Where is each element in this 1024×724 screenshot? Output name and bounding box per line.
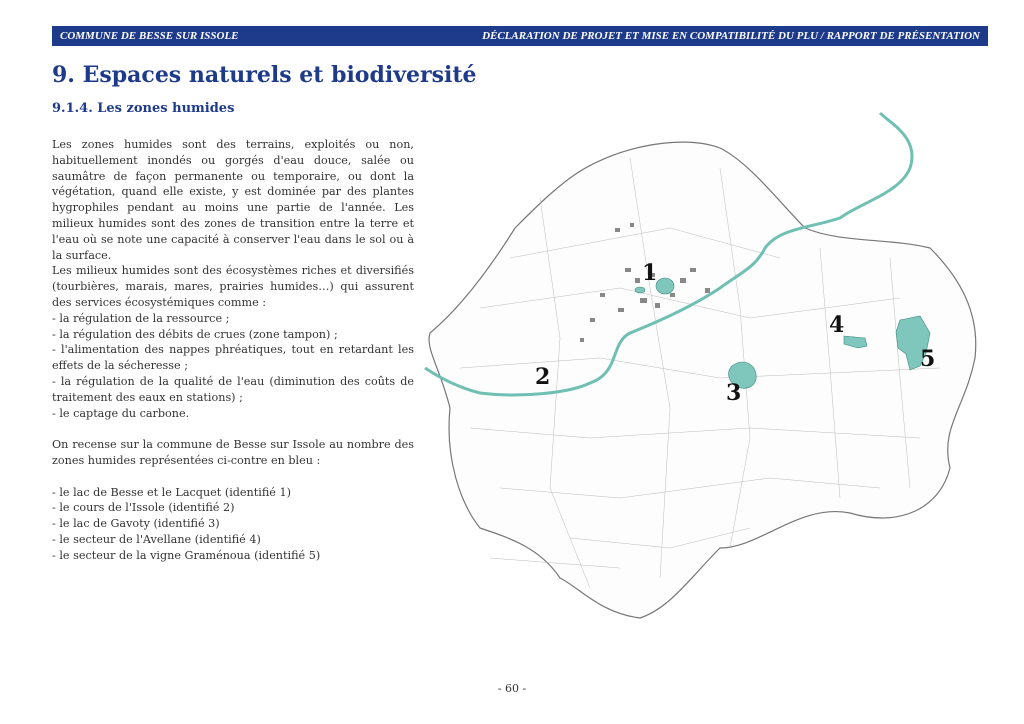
service-item: - la régulation de la ressource ; <box>52 311 230 325</box>
service-item: - la régulation des débits de crues (zone tampon) ; <box>52 327 338 341</box>
map-label-3: 3 <box>726 380 742 406</box>
service-item: - l'alimentation des nappes phréatiques, tout en retardant les effets de la sécheresse ; <box>52 343 414 373</box>
zone-item: - le cours de l'Issole (identifié 2) <box>52 501 235 515</box>
header-right: DÉCLARATION DE PROJET ET MISE EN COMPATIBILITÉ DU PLU / RAPPORT DE PRÉSENTATION <box>482 30 980 42</box>
service-item: - le captage du carbone. <box>52 406 190 420</box>
zone-item: - le lac de Besse et le Lacquet (identifié 1) <box>52 485 291 499</box>
map-label-2: 2 <box>535 364 551 390</box>
wetlands-map <box>420 108 980 628</box>
zone-item: - le lac de Gavoty (identifié 3) <box>52 517 220 531</box>
wetland-1 <box>656 278 674 294</box>
zone-item: - le secteur de la vigne Graménoua (identifié 5) <box>52 548 321 562</box>
service-item: - la régulation de la qualité de l'eau (diminution des coûts de traitement des eaux en stations) ; <box>52 374 414 404</box>
census-intro: On recense sur la commune de Besse sur Issole au nombre des zones humides représentées ci-contre en bleu : <box>52 438 414 467</box>
map-svg <box>420 108 980 628</box>
map-label-4: 4 <box>829 312 845 338</box>
intro-paragraph: Les zones humides sont des terrains, exploités ou non, habituellement inondés ou gorgés d'eau douce, salée ou saumâtre de façon permanente ou temporaire, ou dont la végétation, quand elle existe, y est dominée par des plantes hygrophiles pendant au moins une partie de l'année. Les milieux humides sont des zones de transition entre la terre et l'eau où se note une capacité à conserver l'eau dans le sol ou à la surface. <box>52 138 414 262</box>
map-label-5: 5 <box>920 346 936 372</box>
sub-title: 9.1.4. Les zones humides <box>52 101 235 116</box>
page-number: - 60 - <box>497 682 527 695</box>
services-intro: Les milieux humides sont des écosystèmes riches et diversifiés (tourbières, marais, mares, prairies humides…) qui assurent des services écosystémiques comme : <box>52 264 414 309</box>
header-left: COMMUNE DE BESSE SUR ISSOLE <box>60 30 239 42</box>
commune-boundary <box>429 142 976 618</box>
zone-item: - le secteur de l'Avellane (identifié 4) <box>52 532 261 546</box>
wetland-1b <box>635 287 645 293</box>
page-header <box>52 26 988 46</box>
map-label-1: 1 <box>642 260 658 286</box>
section-title: 9. Espaces naturels et biodiversité <box>52 62 477 88</box>
text-column <box>52 137 414 564</box>
